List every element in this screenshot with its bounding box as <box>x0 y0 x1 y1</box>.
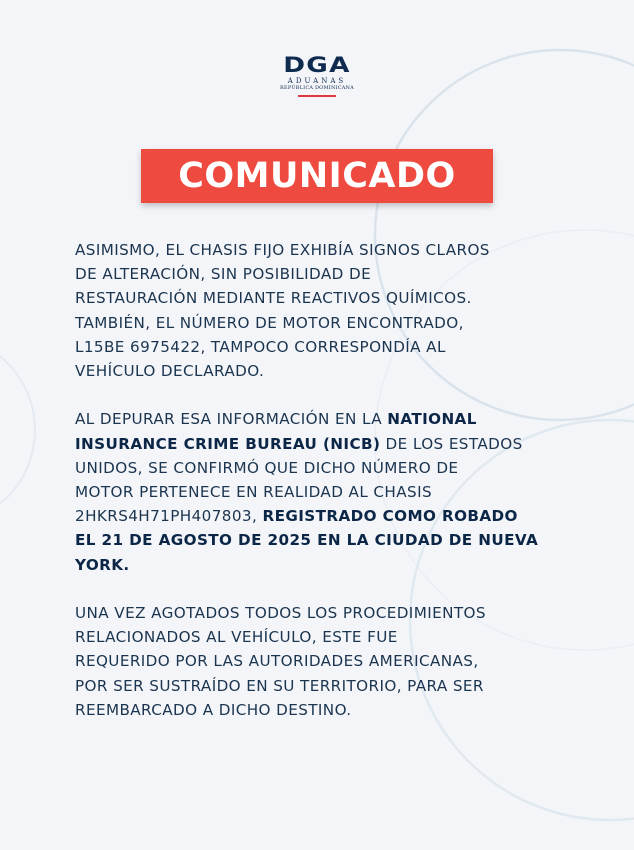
bold-text-line: YORK. <box>75 555 130 574</box>
bold-text-segment: REGISTRADO COMO ROBADO <box>262 507 518 526</box>
text-line: RESTAURACIÓN MEDIANTE REACTIVOS QUÍMICOS. <box>75 289 472 308</box>
text-segment: DE LOS ESTADOS <box>380 434 523 453</box>
bold-text-line: EL 21 DE AGOSTO DE 2025 EN LA CIUDAD DE NUEVA <box>75 531 539 550</box>
text-line: UNIDOS, SE CONFIRMÓ QUE DICHO NÚMERO DE <box>75 458 459 477</box>
bold-text-segment: INSURANCE CRIME BUREAU (NICB) <box>75 434 381 453</box>
text-line: REQUERIDO POR LAS AUTORIDADES AMERICANAS, <box>75 652 479 671</box>
dga-logo <box>0 55 634 97</box>
logo-country: REPÚBLICA DOMINICANA <box>280 85 354 91</box>
text-line <box>75 432 555 456</box>
bold-text-segment: NATIONAL <box>387 410 477 429</box>
text-line: RELACIONADOS AL VEHÍCULO, ESTE FUE <box>75 628 398 647</box>
text-segment: AL DEPURAR ESA INFORMACIÓN EN LA <box>75 410 388 429</box>
text-line: DE ALTERACIÓN, SIN POSIBILIDAD DE <box>75 265 372 284</box>
paragraph-2 <box>75 407 555 576</box>
text-line: VEHÍCULO DECLARADO. <box>75 362 265 381</box>
banner-title: COMUNICADO <box>178 155 456 196</box>
text-line: L15BE 6975422, TAMPOCO CORRESPONDÍA AL <box>75 337 446 356</box>
logo-subtitle: ADUANAS <box>287 77 347 85</box>
text-line: POR SER SUSTRAÍDO EN SU TERRITORIO, PARA SER <box>75 676 484 695</box>
text-line <box>75 407 555 431</box>
text-line: TAMBIÉN, EL NÚMERO DE MOTOR ENCONTRADO, <box>75 313 464 332</box>
statement-body <box>75 238 555 746</box>
logo-underline <box>298 95 336 97</box>
paragraph-1 <box>75 238 555 383</box>
text-segment: 2HKRS4H71PH407803, <box>75 507 263 526</box>
text-line: ASIMISMO, EL CHASIS FIJO EXHIBÍA SIGNOS CLAROS <box>75 241 490 259</box>
text-line: REEMBARCADO A DICHO DESTINO. <box>75 700 352 719</box>
comunicado-banner <box>141 149 493 203</box>
text-line <box>75 504 555 528</box>
paragraph-3 <box>75 601 555 722</box>
text-line: UNA VEZ AGOTADOS TODOS LOS PROCEDIMIENTOS <box>75 604 486 623</box>
text-line: MOTOR PERTENECE EN REALIDAD AL CHASIS <box>75 483 432 502</box>
logo-mark: DGA <box>283 53 351 77</box>
